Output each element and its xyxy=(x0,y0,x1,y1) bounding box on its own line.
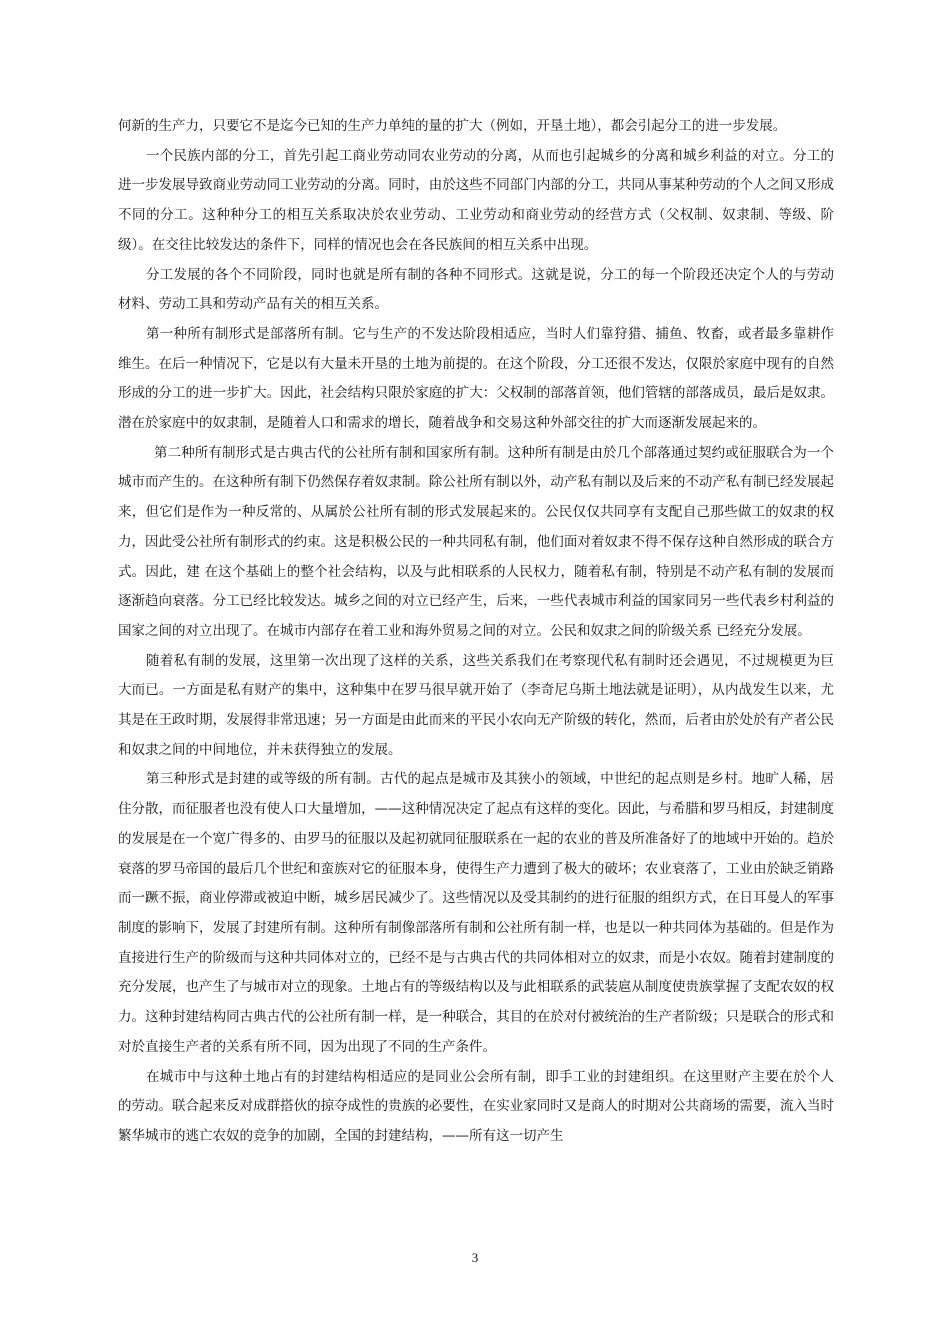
paragraph-private-property-development: 随着私有制的发展，这里第一次出现了这样的关系，这些关系我们在考察现代私有制时还会遇见，不过规模更为巨大而已。一方面是私有财产的集中，这种集中在罗马很早就开始了（李奇尼乌斯土地法就是证明），从内战发生以来，尤其是在王政时期，发展得非常迅速；另一方面是由此而来的平民小农向无产阶级的转化，然而，后者由於处於有产者公民和奴隶之间的中间地位，并未获得独立的发展。 xyxy=(118,652,834,758)
paragraph-continuation: 何新的生产力，只要它不是迄今已知的生产力单纯的量的扩大（例如，开垦土地），都会引起分工的进一步发展。 xyxy=(118,118,787,134)
paragraph-tribal-ownership: 第一种所有制形式是部落所有制。它与生产的不发达阶段相适应，当时人们靠狩猎、捕鱼、牧畜，或者最多靠耕作维生。在后一种情况下，它是以有大量未开垦的土地为前提的。在这个阶段，分工还很不发达，仅限於家庭中现有的自然形成的分工的进一步扩大。因此，社会结构只限於家庭的扩大：父权制的部落首领，他们管辖的部落成员，最后是奴隶。潜在於家庭中的奴隶制，是随着人口和需求的增长，随着战争和交易这种外部交往的扩大而逐渐发展起来的。 xyxy=(118,325,834,432)
document-body xyxy=(118,112,834,1152)
paragraph-stages-of-ownership: 分工发展的各个不同阶段，同时也就是所有制的各种不同形式。这就是说，分工的每一个阶段还决定个人的与劳动材料、劳动工具和劳动产品有关的相互关系。 xyxy=(118,266,834,313)
paragraph-guild-ownership: 在城市中与这种土地占有的封建结构相适应的是同业公会所有制，即手工业的封建组织。在这里财产主要在於个人的劳动。联合起来反对成群搭伙的掠夺成性的贵族的必要性，在实业家同时又是商人的时期对公共商场的需要，流入当时繁华城市的逃亡农奴的竞争的加剧，全国的封建结构，——所有这一切产生 xyxy=(118,1068,834,1144)
paragraph-division-of-labour: 一个民族内部的分工，首先引起工商业劳动同农业劳动的分离，从而也引起城乡的分离和城乡利益的对立。分工的进一步发展导致商业劳动同工业劳动的分离。同时，由於这些不同部门内部的分工，共同从事某种劳动的个人之间又形成不同的分工。这种种分工的相互关系取决於农业劳动、工业劳动和商业劳动的经营方式（父权制、奴隶制、等级、阶级）。在交往比较发达的条件下，同样的情况也会在各民族间的相互关系中出现。 xyxy=(118,147,834,253)
paragraph-feudal-ownership: 第三种形式是封建的或等级的所有制。古代的起点是城市及其狭小的领域，中世纪的起点则是乡村。地旷人稀，居住分散，而征服者也没有使人口大量增加，——这种情况决定了起点有这样的变化。因此，与希腊和罗马相反，封建制度的发展是在一个宽广得多的、由罗马的征服以及起初就同征服联系在一起的农业的普及所准备好了的地域中开始的。趋於衰落的罗马帝国的最后几个世纪和蛮族对它的征服本身，使得生产力遭到了极大的破坏；农业衰落了，工业由於缺乏销路而一蹶不振，商业停滞或被迫中断，城乡居民减少了。这些情况以及受其制约的进行征服的组织方式，在日耳曼人的军事制度的影响下，发展了封建所有制。这种所有制像部落所有制和公社所有制一样，也是以一种共同体为基础的。但是作为直接进行生产的阶级而与这种共同体对立的，已经不是与古典古代的共同体相对立的奴隶，而是小农奴。随着封建制度的充分发展，也产生了与城市对立的现象。土地占有的等级结构以及与此相联系的武装扈从制度使贵族掌握了支配农奴的权力。这种封建结构同古典古代的公社所有制一样，是一种联合，其目的在於对付被统治的生产者阶级；只是联合的形式和对於直接生产者的关系有所不同，因为出现了不同的生产条件。 xyxy=(118,771,834,1055)
page-number: 3 xyxy=(471,1250,479,1265)
paragraph-ancient-communal-ownership: 第二种所有制形式是古典古代的公社所有制和国家所有制。这种所有制是由於几个部落通过契约或征服联合为一个城市而产生的。在这种所有制下仍然保存着奴隶制。除公社所有制以外，动产私有制以及后来的不动产私有制已经发展起来，但它们是作为一种反常的、从属於公社所有制的形式发展起来的。公民仅仅共同享有支配自己那些做工的奴隶的权力，因此受公社所有制形式的约束。这是积极公民的一种共同私有制，他们面对着奴隶不得不保存这种自然形成的联合方式。因此，建 在这个基础上的整个社会结构，以及与此相联系的人民权力，随着私有制，特别是不动产私有制的发展而逐渐趋向衰落。分工已经比较发达。城乡之间的对立已经产生，后来，一些代表城市利益的国家同另一些代表乡村利益的国家之间的对立出现了。在城市内部存在着工业和海外贸易之间的对立。公民和奴隶之间的阶级关系 已经充分发展。 xyxy=(118,444,834,639)
